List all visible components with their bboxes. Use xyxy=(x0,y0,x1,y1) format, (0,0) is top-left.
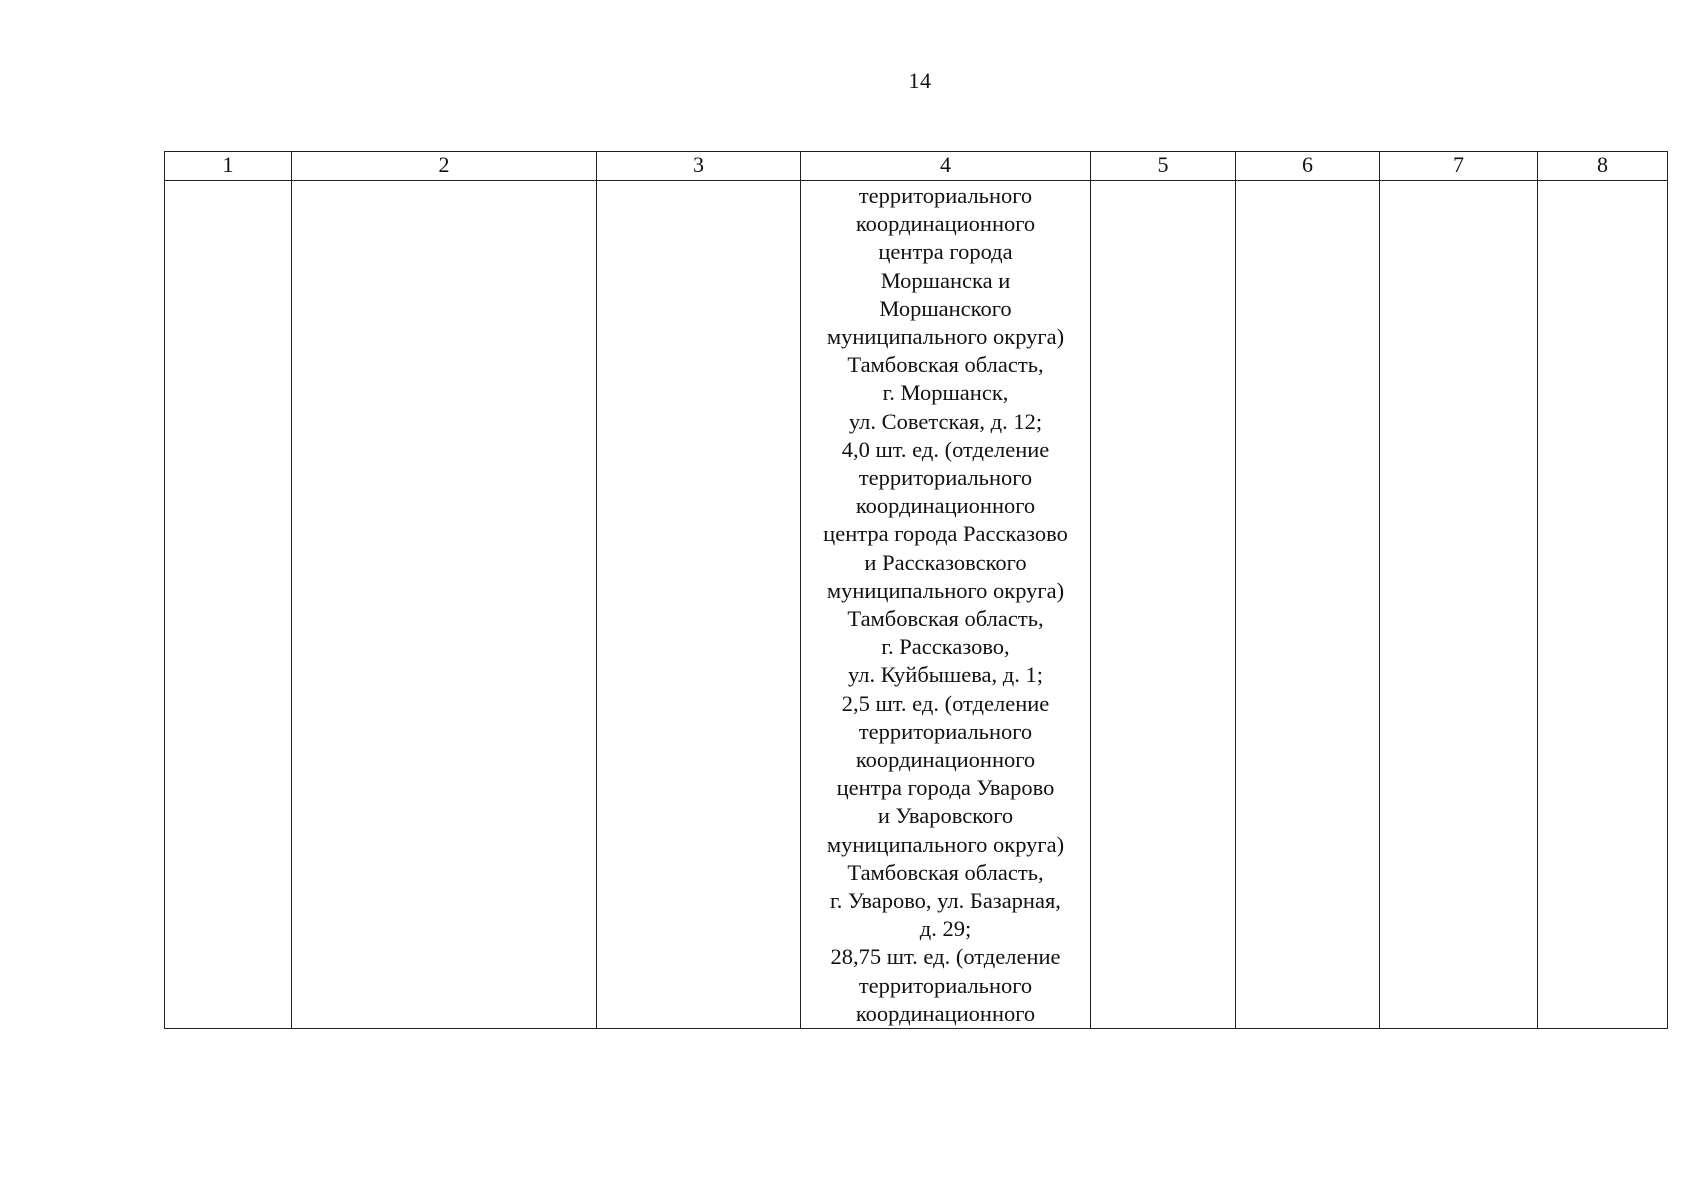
text-line: ул. Советская, д. 12; xyxy=(848,408,1043,434)
text-line: муниципального округа) xyxy=(826,324,1065,350)
cell-col-2 xyxy=(292,181,597,1029)
table-row xyxy=(165,181,1668,1029)
text-line: Тамбовская область, xyxy=(847,859,1044,885)
column-header-4: 4 xyxy=(801,152,1091,181)
text-line: центра города Рассказово xyxy=(823,521,1068,547)
text-line: центра города Уварово xyxy=(836,775,1055,801)
text-line: территориального xyxy=(858,465,1033,491)
page-number: 14 xyxy=(908,68,932,93)
cell-col-4 xyxy=(801,181,1091,1029)
column-header-1: 1 xyxy=(165,152,292,181)
text-line: Тамбовская область, xyxy=(847,606,1044,632)
text-line: Моршанского xyxy=(879,295,1012,321)
text-line: территориального xyxy=(858,183,1033,208)
column-header-2: 2 xyxy=(292,152,597,181)
text-line: и Уваровского xyxy=(877,803,1014,829)
text-line: муниципального округа) xyxy=(826,577,1065,603)
cell-col-8 xyxy=(1538,181,1668,1029)
text-line: г. Уварово, ул. Базарная, xyxy=(830,888,1061,914)
text-line: г. Рассказово, xyxy=(881,634,1010,660)
cell-col-7 xyxy=(1380,181,1538,1029)
cell-col-3 xyxy=(597,181,801,1029)
text-line: и Рассказовского xyxy=(864,549,1027,575)
text-line: территориального xyxy=(858,972,1033,998)
text-line: координационного xyxy=(855,747,1036,773)
header-row xyxy=(165,152,1668,181)
cell-col-5 xyxy=(1091,181,1236,1029)
text-line: Моршанска и xyxy=(880,267,1011,293)
column-header-8: 8 xyxy=(1538,152,1668,181)
column-header-5: 5 xyxy=(1091,152,1236,181)
column-header-7: 7 xyxy=(1380,152,1538,181)
column-header-6: 6 xyxy=(1236,152,1380,181)
text-line: координационного xyxy=(855,493,1036,519)
document-table xyxy=(164,151,1668,1029)
text-line: ул. Куйбышева, д. 1; xyxy=(848,662,1043,688)
text-line: координационного xyxy=(855,1000,1036,1026)
text-line: г. Моршанск, xyxy=(882,380,1009,406)
text-line: 28,75 шт. ед. (отделение xyxy=(830,944,1061,970)
text-line: д. 29; xyxy=(919,916,972,942)
cell-col-6 xyxy=(1236,181,1380,1029)
text-line: центра города xyxy=(878,239,1013,265)
text-line: 4,0 шт. ед. (отделение xyxy=(841,436,1050,462)
text-line: 2,5 шт. ед. (отделение xyxy=(841,690,1050,716)
text-line: координационного xyxy=(855,211,1036,237)
text-line: территориального xyxy=(858,718,1033,744)
text-line: муниципального округа) xyxy=(826,831,1065,857)
cell-col-1 xyxy=(165,181,292,1029)
column-header-3: 3 xyxy=(597,152,801,181)
text-line: Тамбовская область, xyxy=(847,352,1044,378)
cell-col-4-text xyxy=(801,182,1090,1028)
